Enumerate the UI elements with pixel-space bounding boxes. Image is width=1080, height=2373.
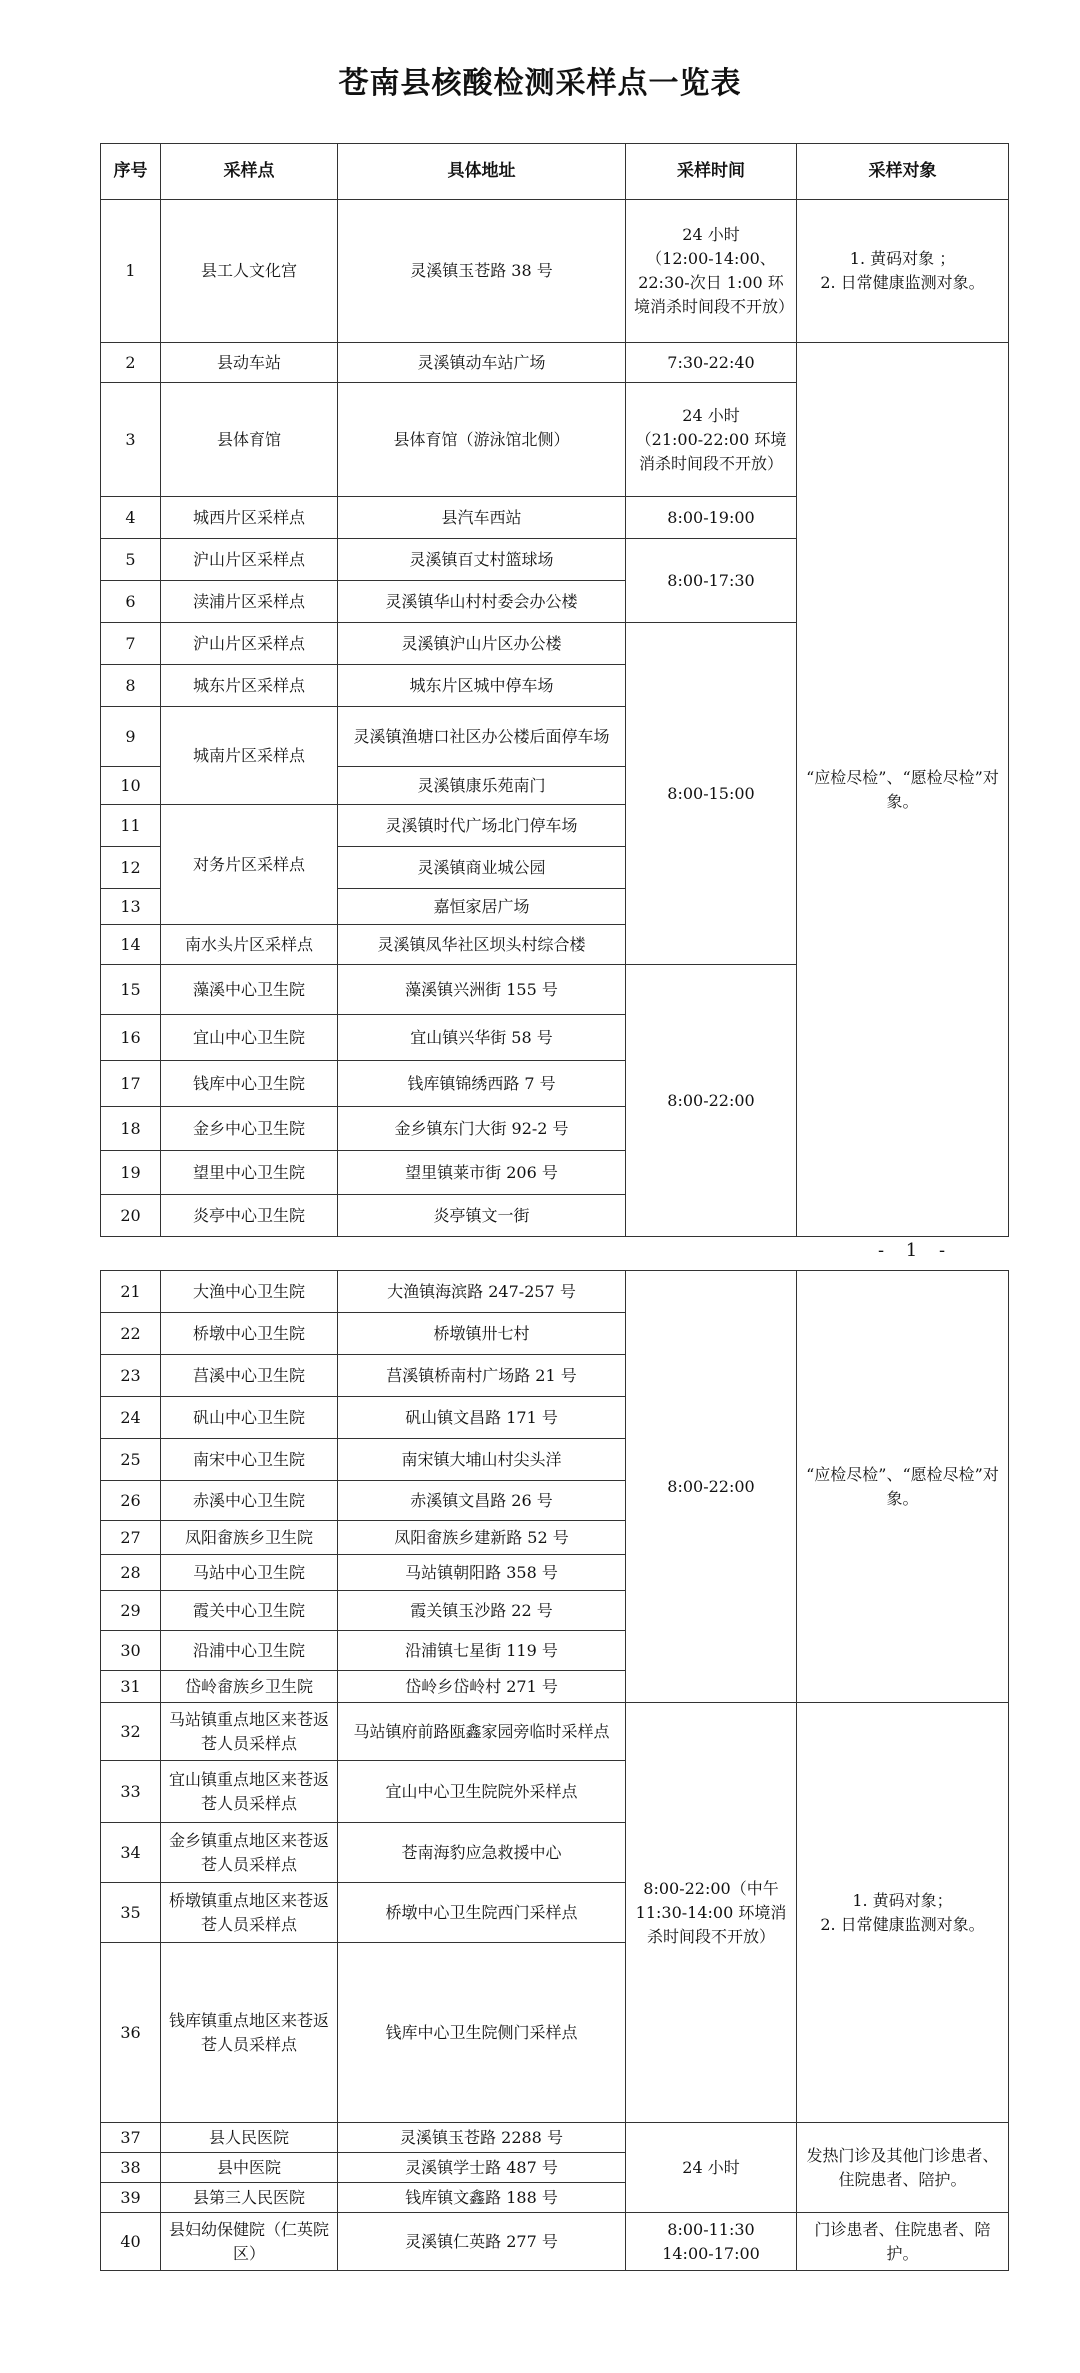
row-address: 沿浦镇七星街 119 号 (338, 1631, 626, 1671)
row-address: 灵溪镇学士路 487 号 (338, 2153, 626, 2183)
row-site: 藻溪中心卫生院 (161, 965, 338, 1015)
row-address: 灵溪镇动车站广场 (338, 343, 626, 383)
row-site: 南水头片区采样点 (161, 925, 338, 965)
header-target: 采样对象 (797, 144, 1009, 200)
row-site: 桥墩中心卫生院 (161, 1313, 338, 1355)
row-no: 21 (101, 1271, 161, 1313)
row-site: 钱库中心卫生院 (161, 1061, 338, 1107)
row-address: 灵溪镇康乐苑南门 (338, 767, 626, 805)
row-address: 矾山镇文昌路 171 号 (338, 1397, 626, 1439)
header-time: 采样时间 (626, 144, 797, 200)
row-no: 11 (101, 805, 161, 847)
row-no: 38 (101, 2153, 161, 2183)
row-no: 16 (101, 1015, 161, 1061)
row-address: 宜山镇兴华街 58 号 (338, 1015, 626, 1061)
row-no: 18 (101, 1107, 161, 1151)
row-time: 8:00-22:00 (626, 1271, 797, 1703)
row-site: 矾山中心卫生院 (161, 1397, 338, 1439)
row-address: 望里镇莱市街 206 号 (338, 1151, 626, 1195)
row-site: 县妇幼保健院（仁英院区） (161, 2213, 338, 2271)
row-address: 灵溪镇沪山片区办公楼 (338, 623, 626, 665)
row-time: 8:00-15:00 (626, 623, 797, 965)
row-site: 马站镇重点地区来苍返苍人员采样点 (161, 1703, 338, 1761)
row-no: 29 (101, 1591, 161, 1631)
row-address: 嘉恒家居广场 (338, 889, 626, 925)
header-site: 采样点 (161, 144, 338, 200)
row-no: 14 (101, 925, 161, 965)
row-address: 莒溪镇桥南村广场路 21 号 (338, 1355, 626, 1397)
row-time: 8:00-11:30 14:00-17:00 (626, 2213, 797, 2271)
row-no: 24 (101, 1397, 161, 1439)
row-site: 大渔中心卫生院 (161, 1271, 338, 1313)
row-no: 20 (101, 1195, 161, 1237)
row-site: 望里中心卫生院 (161, 1151, 338, 1195)
row-address: 灵溪镇仁英路 277 号 (338, 2213, 626, 2271)
row-no: 2 (101, 343, 161, 383)
row-no: 10 (101, 767, 161, 805)
row-site: 城西片区采样点 (161, 497, 338, 539)
row-time: 24 小时 （21:00-22:00 环境消杀时间段不开放） (626, 383, 797, 497)
row-site: 宜山镇重点地区来苍返苍人员采样点 (161, 1761, 338, 1823)
row-no: 12 (101, 847, 161, 889)
row-no: 13 (101, 889, 161, 925)
row-address: 钱库中心卫生院侧门采样点 (338, 1943, 626, 2123)
row-site: 金乡镇重点地区来苍返苍人员采样点 (161, 1823, 338, 1883)
row-site: 沿浦中心卫生院 (161, 1631, 338, 1671)
table-row (101, 2123, 1009, 2153)
table-row (101, 1703, 1009, 1761)
row-site: 县中医院 (161, 2153, 338, 2183)
row-site: 县工人文化宫 (161, 200, 338, 343)
table-row (101, 200, 1009, 343)
row-site: 莒溪中心卫生院 (161, 1355, 338, 1397)
row-no: 8 (101, 665, 161, 707)
row-address: 赤溪镇文昌路 26 号 (338, 1481, 626, 1521)
row-no: 5 (101, 539, 161, 581)
row-target: 1. 黄码对象 ； 2. 日常健康监测对象。 (797, 200, 1009, 343)
row-address: 藻溪镇兴洲街 155 号 (338, 965, 626, 1015)
row-address: 灵溪镇时代广场北门停车场 (338, 805, 626, 847)
row-site: 对务片区采样点 (161, 805, 338, 925)
sampling-sites-table-part-2 (100, 1270, 1009, 2271)
row-no: 15 (101, 965, 161, 1015)
row-time: 8:00-17:30 (626, 539, 797, 623)
row-address: 县体育馆（游泳馆北侧） (338, 383, 626, 497)
sampling-sites-table-part-1 (100, 143, 1009, 1237)
header-address: 具体地址 (338, 144, 626, 200)
row-address: 岱岭乡岱岭村 271 号 (338, 1671, 626, 1703)
row-site: 县动车站 (161, 343, 338, 383)
row-target: 发热门诊及其他门诊患者、住院患者、陪护。 (797, 2123, 1009, 2213)
row-address: 苍南海豹应急救援中心 (338, 1823, 626, 1883)
row-address: 县汽车西站 (338, 497, 626, 539)
row-no: 17 (101, 1061, 161, 1107)
row-address: 桥墩镇卅七村 (338, 1313, 626, 1355)
row-target: “应检尽检”、“愿检尽检”对象。 (797, 1271, 1009, 1703)
row-address: 灵溪镇凤华社区坝头村综合楼 (338, 925, 626, 965)
row-site: 桥墩镇重点地区来苍返苍人员采样点 (161, 1883, 338, 1943)
row-no: 27 (101, 1521, 161, 1555)
row-address: 桥墩中心卫生院西门采样点 (338, 1883, 626, 1943)
table-row (101, 2213, 1009, 2271)
row-time: 7:30-22:40 (626, 343, 797, 383)
row-no: 31 (101, 1671, 161, 1703)
row-site: 炎亭中心卫生院 (161, 1195, 338, 1237)
row-target: 1. 黄码对象； 2. 日常健康监测对象。 (797, 1703, 1009, 2123)
row-target: 门诊患者、住院患者、陪护。 (797, 2213, 1009, 2271)
row-no: 35 (101, 1883, 161, 1943)
row-address: 城东片区城中停车场 (338, 665, 626, 707)
row-site: 南宋中心卫生院 (161, 1439, 338, 1481)
row-time: 8:00-22:00 (626, 965, 797, 1237)
row-no: 28 (101, 1555, 161, 1591)
row-address: 灵溪镇玉苍路 2288 号 (338, 2123, 626, 2153)
row-site: 凤阳畲族乡卫生院 (161, 1521, 338, 1555)
row-address: 灵溪镇百丈村篮球场 (338, 539, 626, 581)
row-site: 马站中心卫生院 (161, 1555, 338, 1591)
row-no: 4 (101, 497, 161, 539)
row-address: 大渔镇海滨路 247-257 号 (338, 1271, 626, 1313)
row-no: 33 (101, 1761, 161, 1823)
row-time: 24 小时 (626, 2123, 797, 2213)
row-no: 40 (101, 2213, 161, 2271)
row-site: 岱岭畲族乡卫生院 (161, 1671, 338, 1703)
row-no: 9 (101, 707, 161, 767)
row-no: 39 (101, 2183, 161, 2213)
row-no: 30 (101, 1631, 161, 1671)
row-no: 26 (101, 1481, 161, 1521)
row-site: 渎浦片区采样点 (161, 581, 338, 623)
row-no: 25 (101, 1439, 161, 1481)
row-no: 3 (101, 383, 161, 497)
row-site: 县体育馆 (161, 383, 338, 497)
row-site: 宜山中心卫生院 (161, 1015, 338, 1061)
row-no: 7 (101, 623, 161, 665)
row-time: 8:00-19:00 (626, 497, 797, 539)
row-site: 沪山片区采样点 (161, 539, 338, 581)
row-no: 19 (101, 1151, 161, 1195)
row-address: 霞关镇玉沙路 22 号 (338, 1591, 626, 1631)
row-time: 8:00-22:00（中午 11:30-14:00 环境消杀时间段不开放） (626, 1703, 797, 2123)
row-site: 金乡中心卫生院 (161, 1107, 338, 1151)
page-number: - 1 - (878, 1240, 954, 1261)
row-time: 24 小时 （12:00-14:00、22:30-次日 1:00 环境消杀时间段不开放） (626, 200, 797, 343)
table-row (101, 343, 1009, 383)
row-site: 城南片区采样点 (161, 707, 338, 805)
row-site: 钱库镇重点地区来苍返苍人员采样点 (161, 1943, 338, 2123)
row-address: 灵溪镇华山村村委会办公楼 (338, 581, 626, 623)
row-address: 凤阳畲族乡建新路 52 号 (338, 1521, 626, 1555)
row-address: 金乡镇东门大街 92-2 号 (338, 1107, 626, 1151)
row-address: 马站镇朝阳路 358 号 (338, 1555, 626, 1591)
row-no: 34 (101, 1823, 161, 1883)
row-site: 霞关中心卫生院 (161, 1591, 338, 1631)
row-address: 钱库镇文鑫路 188 号 (338, 2183, 626, 2213)
row-no: 37 (101, 2123, 161, 2153)
row-address: 南宋镇大埔山村尖头洋 (338, 1439, 626, 1481)
row-site: 县人民医院 (161, 2123, 338, 2153)
row-address: 炎亭镇文一街 (338, 1195, 626, 1237)
row-no: 22 (101, 1313, 161, 1355)
row-address: 灵溪镇渔塘口社区办公楼后面停车场 (338, 707, 626, 767)
row-no: 6 (101, 581, 161, 623)
row-address: 灵溪镇玉苍路 38 号 (338, 200, 626, 343)
page-title: 苍南县核酸检测采样点一览表 (338, 66, 742, 101)
row-no: 36 (101, 1943, 161, 2123)
row-address: 灵溪镇商业城公园 (338, 847, 626, 889)
row-site: 城东片区采样点 (161, 665, 338, 707)
row-site: 赤溪中心卫生院 (161, 1481, 338, 1521)
row-no: 23 (101, 1355, 161, 1397)
row-target: “应检尽检”、“愿检尽检”对象。 (797, 343, 1009, 1237)
row-address: 宜山中心卫生院院外采样点 (338, 1761, 626, 1823)
header-no: 序号 (101, 144, 161, 200)
row-site: 沪山片区采样点 (161, 623, 338, 665)
row-address: 马站镇府前路瓯鑫家园旁临时采样点 (338, 1703, 626, 1761)
row-site: 县第三人民医院 (161, 2183, 338, 2213)
row-address: 钱库镇锦绣西路 7 号 (338, 1061, 626, 1107)
row-no: 32 (101, 1703, 161, 1761)
row-no: 1 (101, 200, 161, 343)
table-row (101, 1271, 1009, 1313)
table-header-row (101, 144, 1009, 200)
